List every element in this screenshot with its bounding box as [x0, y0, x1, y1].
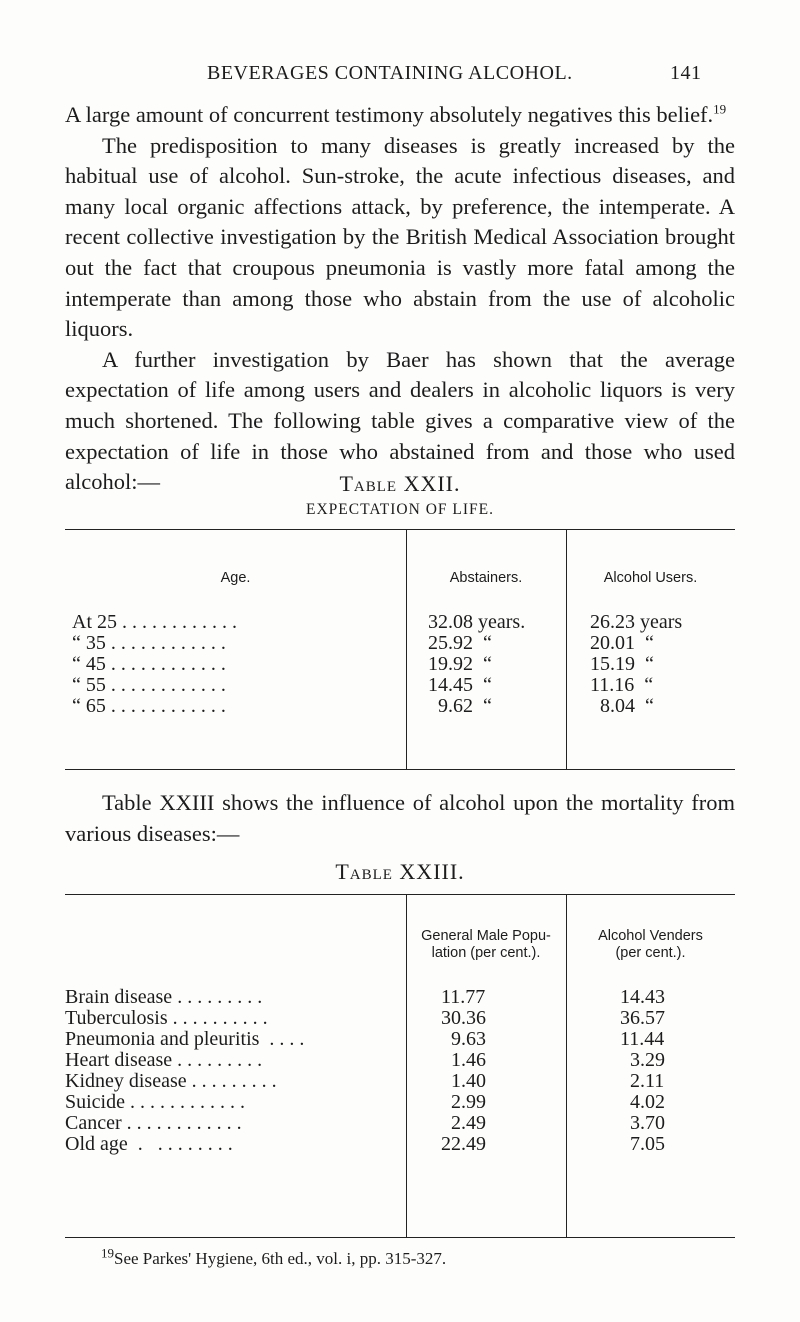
table23-row-disease: Kidney disease . . . . . . . . . [65, 1070, 277, 1092]
table22-header-age: Age. [220, 570, 251, 586]
table23-row-disease: Brain disease . . . . . . . . . [65, 986, 263, 1008]
table22-row-users: 8.04 “ [600, 695, 654, 717]
table22-row-abstainers: 25.92 “ [428, 632, 492, 654]
table23-row-disease: Old age . . . . . . . . . [65, 1133, 233, 1155]
table22-row-abstainers: 9.62 “ [438, 695, 492, 717]
table23-row-venders: 2.11 [630, 1070, 665, 1092]
table22-row-age: “ 55 . . . . . . . . . . . . [72, 674, 226, 696]
table22-row-abstainers: 32.08 years. [428, 611, 526, 633]
table22-row-age: “ 65 . . . . . . . . . . . . [72, 695, 226, 717]
table23-row-venders: 11.44 [620, 1028, 665, 1050]
table23-row-general: 2.99 [451, 1091, 486, 1113]
table22-row-abstainers: 19.92 “ [428, 653, 492, 675]
table22-col-rule-2 [566, 530, 567, 769]
paragraph-1: A large amount of concurrent testimony absolutely negatives this belief.$^{19}$ [65, 101, 727, 127]
table23-row-general: 11.77 [441, 986, 486, 1008]
footnote-marker: 19 [101, 1245, 114, 1261]
table23-row-disease: Cancer . . . . . . . . . . . . [65, 1112, 242, 1134]
table23-row-venders: 3.70 [630, 1112, 665, 1134]
table22-row-users: 20.01 “ [590, 632, 654, 654]
text-block-2 [65, 788, 735, 849]
table23-caption: Table XXIII. [335, 859, 465, 884]
table23-row-venders: 4.02 [630, 1091, 665, 1113]
table22-header-users: Alcohol Users. [603, 570, 698, 586]
table23-row-venders: 14.43 [620, 986, 665, 1008]
paragraph-3: A further investigation by Baer has shown that the average expectation of life among users and dealers in alcoholic liquors is very much shortened. The following table gives a comparative view of the expectation of life in those who abstained from and those who used alcohol:— [65, 346, 735, 495]
table23-row-general: 22.49 [441, 1133, 486, 1155]
table23-row-disease: Suicide . . . . . . . . . . . . [65, 1091, 245, 1113]
table23-row-venders: 7.05 [630, 1133, 665, 1155]
table22-col-rule-1 [406, 530, 407, 769]
footnote-text: See Parkes' Hygiene, 6th ed., vol. i, pp. 315-327. [114, 1249, 447, 1268]
table23-header-venders: Alcohol Venders (per cent.). [598, 928, 703, 961]
table22-bottom-rule [65, 769, 735, 770]
table23-row-venders: 3.29 [630, 1049, 665, 1071]
table23-row-general: 1.46 [451, 1049, 486, 1071]
table23-bottom-rule [65, 1237, 735, 1238]
paragraph-2: The predisposition to many diseases is greatly increased by the habitual use of alcohol. Sun-stroke, the acute infectious diseases, and many local organic affections attack, by preference, the intemperate. A recent collective investigation by the British Medical Association brought out the fact that croupous pneumonia is vastly more fatal among the intemperate than among those who abstain from the use of alcoholic liquors. [65, 132, 735, 342]
table23-row-venders: 36.57 [620, 1007, 665, 1029]
table22-subtitle: EXPECTATION OF LIFE. [306, 501, 494, 518]
table23-row-disease: Tuberculosis . . . . . . . . . . [65, 1007, 268, 1029]
table23-row-general: 30.36 [441, 1007, 486, 1029]
footnote [101, 1245, 447, 1269]
running-header [0, 62, 800, 92]
table22-row-users: 15.19 “ [590, 653, 654, 675]
running-title: BEVERAGES CONTAINING ALCOHOL. [207, 62, 573, 84]
table23-top-rule [65, 894, 735, 895]
paragraph-4: Table XXIII shows the influence of alcohol upon the mortality from various diseases:— [65, 790, 735, 846]
table22-caption: Table XXII. [339, 471, 461, 496]
table22-header-abstainers: Abstainers. [449, 570, 523, 586]
footnote-ref: 19 [713, 101, 727, 117]
table23-row-general: 2.49 [451, 1112, 486, 1134]
text-block-1 [65, 100, 735, 498]
table22-row-age: At 25 . . . . . . . . . . . . [72, 611, 237, 633]
page-number: 141 [670, 62, 702, 84]
table23-row-general: 1.40 [451, 1070, 486, 1092]
table22-row-abstainers: 14.45 “ [428, 674, 492, 696]
table23-row-disease: Pneumonia and pleuritis . . . . [65, 1028, 305, 1050]
table23-row-general: 9.63 [451, 1028, 486, 1050]
table22-row-age: “ 35 . . . . . . . . . . . . [72, 632, 226, 654]
table22-top-rule [65, 529, 735, 530]
table22-row-users: 26.23 years [590, 611, 683, 633]
table23-header-general: General Male Popu- lation (per cent.). [421, 928, 551, 961]
table22-row-age: “ 45 . . . . . . . . . . . . [72, 653, 226, 675]
table23-row-disease: Heart disease . . . . . . . . . [65, 1049, 263, 1071]
table22-row-users: 11.16 “ [590, 674, 654, 696]
